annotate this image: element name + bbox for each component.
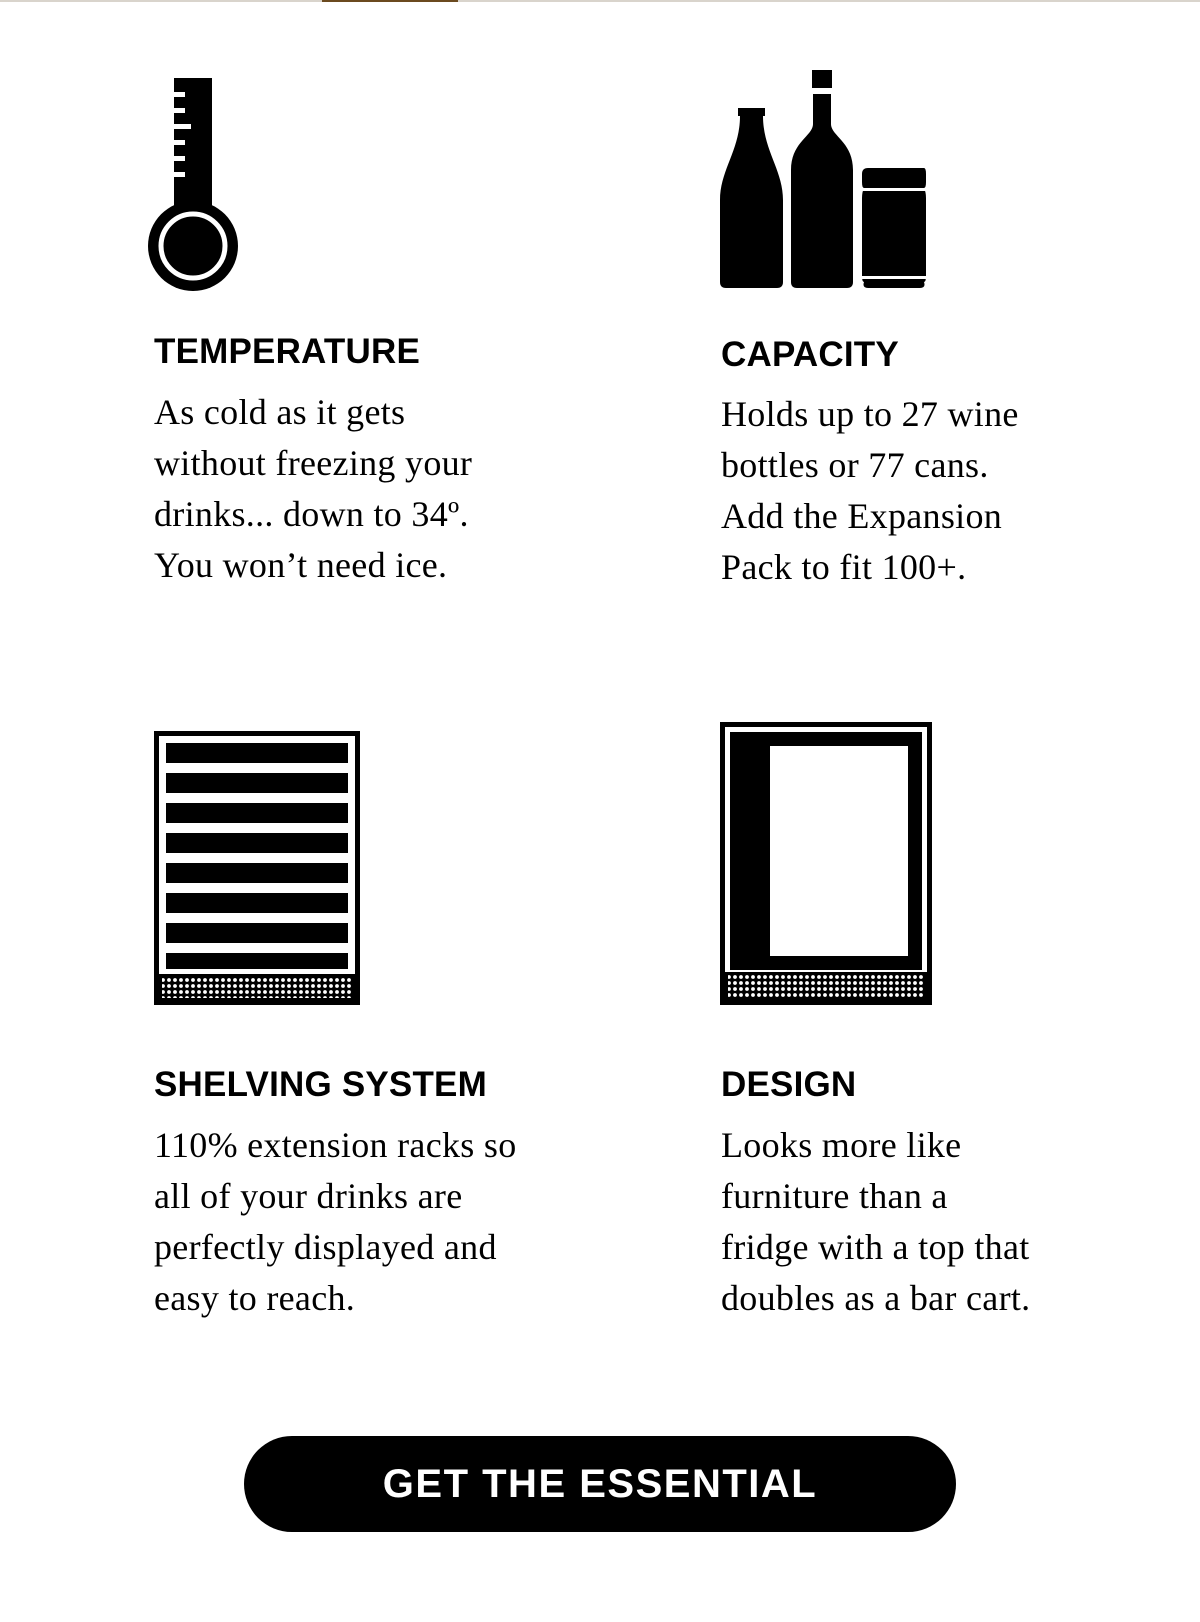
description-line: furniture than a bbox=[721, 1176, 948, 1216]
top-divider bbox=[0, 0, 1200, 2]
description-line: perfectly displayed and bbox=[154, 1227, 497, 1267]
description-line: Looks more like bbox=[721, 1125, 962, 1165]
description-line: easy to reach. bbox=[154, 1278, 356, 1318]
description-line: fridge with a top that bbox=[721, 1227, 1030, 1267]
feature-title: SHELVING SYSTEM bbox=[154, 1065, 487, 1104]
feature-description bbox=[721, 1120, 1030, 1324]
description-line: As cold as it gets bbox=[154, 392, 406, 432]
top-accent-bar bbox=[322, 0, 458, 2]
shelving-rack-icon bbox=[154, 731, 360, 1005]
description-line: all of your drinks are bbox=[154, 1176, 463, 1216]
description-line: drinks... down to 34º. bbox=[154, 494, 469, 534]
feature-title: DESIGN bbox=[721, 1065, 857, 1104]
get-the-essential-button[interactable]: GET THE ESSENTIAL bbox=[244, 1436, 956, 1532]
bottles-and-can-icon bbox=[720, 70, 930, 290]
feature-description bbox=[154, 1120, 517, 1324]
description-line: doubles as a bar cart. bbox=[721, 1278, 1031, 1318]
description-line: 110% extension racks so bbox=[154, 1125, 517, 1165]
description-line: Add the Expansion bbox=[721, 496, 1003, 536]
feature-description bbox=[721, 389, 1019, 593]
feature-title: TEMPERATURE bbox=[154, 332, 420, 371]
fridge-door-icon bbox=[720, 722, 932, 1005]
description-line: Holds up to 27 wine bbox=[721, 394, 1019, 434]
description-line: without freezing your bbox=[154, 443, 473, 483]
feature-description bbox=[154, 387, 472, 591]
feature-title: CAPACITY bbox=[721, 335, 899, 374]
description-line: Pack to fit 100+. bbox=[721, 547, 967, 587]
thermometer-icon bbox=[148, 78, 240, 292]
description-line: bottles or 77 cans. bbox=[721, 445, 989, 485]
description-line: You won’t need ice. bbox=[154, 545, 448, 585]
